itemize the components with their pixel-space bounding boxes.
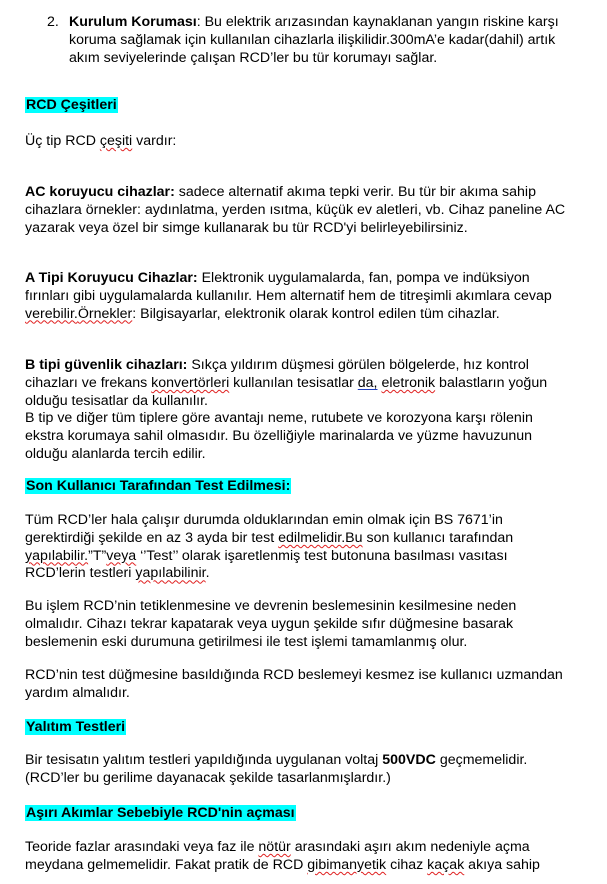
item-text [69, 14, 588, 67]
text-run: edilmelidir.Bu [278, 529, 363, 546]
text-run: olduğu alanlarda tercih edilir. [25, 445, 206, 462]
text-run: balastların yoğun [435, 374, 548, 391]
text-run: meydana gelmemelidir. Fakat pratik de RCD [25, 856, 308, 873]
text-run: 500VDC [382, 752, 436, 768]
text-run: konvertörleri [151, 374, 230, 391]
text-run: cihazlara örnekler: aydınlatma, yerden ısıtma, küçük ev aletleri, vb. Cihaz paneline AC [25, 201, 566, 218]
text-run: eletronik [381, 374, 436, 391]
text-run: akıya sahip [464, 856, 540, 873]
text-run: cihaz [386, 856, 428, 873]
text-run: : Bu elektrik arızasından kaynaklanan yangın riskine karşı [196, 14, 559, 30]
text-run: gerektirdiği şekilde en az 3 ayda bir test [25, 529, 279, 546]
heading-user-test [25, 478, 588, 496]
text-run: vardır: [132, 133, 177, 149]
text-run: çeşiti [99, 133, 133, 149]
text-run: Elektronik uygulamalarda, fan, pompa ve indüksiyon [197, 270, 530, 286]
text-run: Son Kullanıcı Tarafından Test Edilmesi: [26, 478, 291, 494]
paragraph-user-test-1 [25, 512, 588, 583]
text-run: A Tipi Koruyucu Cihazlar: [25, 270, 198, 286]
text-run: fırınları gibi uygulamalarda kullanılır. Hem alternatif hem de titreşimli akımlara cevap [25, 287, 552, 304]
rcd-types-intro [25, 133, 588, 151]
text-run: AC koruyucu cihazlar: [25, 184, 175, 200]
text-run: kaçak [427, 856, 465, 873]
text-run: RCD’nin test düğmesine basıldığında RCD beslemeyi kesmez ise kullanıcı uzmandan [25, 667, 563, 683]
paragraph-insulation [25, 752, 588, 788]
text-run: cihazları ve frekans [25, 374, 152, 391]
text-run: Bir tesisatın yalıtım testleri yapıldığında uygulanan voltaj [25, 752, 383, 768]
paragraph-b-type-devices [25, 357, 588, 464]
text-run: da, [357, 374, 378, 391]
text-run: Üç tip RCD [25, 133, 100, 149]
heading-overcurrent [25, 805, 588, 823]
text-run: koruma sağlamak için kullanılan cihazlarla ilişkilidir.300mA’e kadar(dahil) artık [69, 31, 556, 48]
text-run: RCD’lerin testleri [25, 565, 136, 582]
text-run: arasındaki aşırı akım nedeniyle açma [290, 839, 530, 855]
text-run: B tip ve diğer tüm tiplere göre avantajı neme, rutubete ve korozyona karşı rölenin [25, 410, 533, 427]
text-run: nötür [258, 839, 291, 855]
text-run: RCD Çeşitleri [26, 97, 117, 113]
text-run: verebilir. [25, 305, 78, 322]
text-run: ekstra korumaya sahil olmasıdır. Bu özelliğiyle marinalarda ve yüzme havuzunun [25, 428, 533, 445]
paragraph-a-type-devices [25, 270, 588, 323]
text-run: . [205, 565, 210, 582]
text-run: Aşırı Akımlar Sebebiyle RCD'nin açması [26, 805, 295, 821]
text-run: sadece alternatif akıma tepki verir. Bu tür bir akıma sahip [174, 184, 536, 200]
text-run: yapılabilinir [135, 565, 206, 582]
text-run: yapılabilir. [25, 547, 89, 564]
text-run: olmalıdır. Cihazı tekrar kapatarak veya uygun şekilde sıfır düğmesine basarak [25, 615, 514, 632]
text-run: geçmemelidir. [435, 752, 528, 768]
text-run: yazarak veya özel bir simge kullanarak bu tür RCD'yi belirleyebilirsiniz. [25, 219, 468, 236]
text-run: son kullanıcı tarafından [362, 529, 514, 546]
text-run: akım seviyelerinde çalışan RCD’ler bu tür korumayı sağlar. [69, 49, 438, 66]
text-run: Bu işlem RCD’nin tetiklenmesine ve devrenin beslemesinin kesilmesine neden [25, 598, 517, 614]
text-run: Teoride fazlar arasındaki veya faz ile [25, 839, 259, 855]
text-run: ‘’Test’’ olarak işaretlenmiş test butonuna basılması vasıtası [136, 547, 508, 564]
text-run: yardım almalıdır. [25, 684, 130, 701]
paragraph-user-test-3 [25, 667, 588, 703]
text-run: olduğu tesisatlar da kullanılır. [25, 392, 208, 409]
text-run: Yalıtım Testleri [26, 719, 126, 735]
item-number: 2. [47, 14, 59, 30]
numbered-item-kurulum [47, 14, 588, 67]
text-run: gibimanyetik [307, 856, 387, 873]
item-title: Kurulum Koruması [69, 14, 197, 30]
paragraph-user-test-2 [25, 598, 588, 651]
heading-insulation [25, 719, 588, 737]
text-run: Tüm RCD’ler hala çalışır durumda olduklarından emin olmak için BS 7671’in [25, 512, 503, 528]
paragraph-ac-devices [25, 184, 588, 237]
text-run: beslemenin eski durumuna getirilmesi ile test işlemi tamamlanmış olur. [25, 633, 468, 650]
paragraph-overcurrent [25, 839, 588, 875]
text-run: kullanılan tesisatlar [229, 374, 358, 391]
text-run: veya [106, 547, 137, 564]
text-run: B tipi güvenlik cihazları: [25, 357, 188, 373]
heading-rcd-types [25, 97, 588, 115]
text-run: : Bilgisayarlar, elektronik olarak kontrol edilen tüm cihazlar. [132, 305, 500, 322]
text-run: Sıkça yıldırım düşmesi görülen bölgelerde, hız kontrol [187, 357, 529, 373]
text-run: ”T” [88, 547, 107, 564]
text-run: (RCD’ler bu gerilime dayanacak şekilde tasarlanmışlardır.) [25, 769, 391, 786]
text-run: Örnekler [77, 305, 133, 322]
